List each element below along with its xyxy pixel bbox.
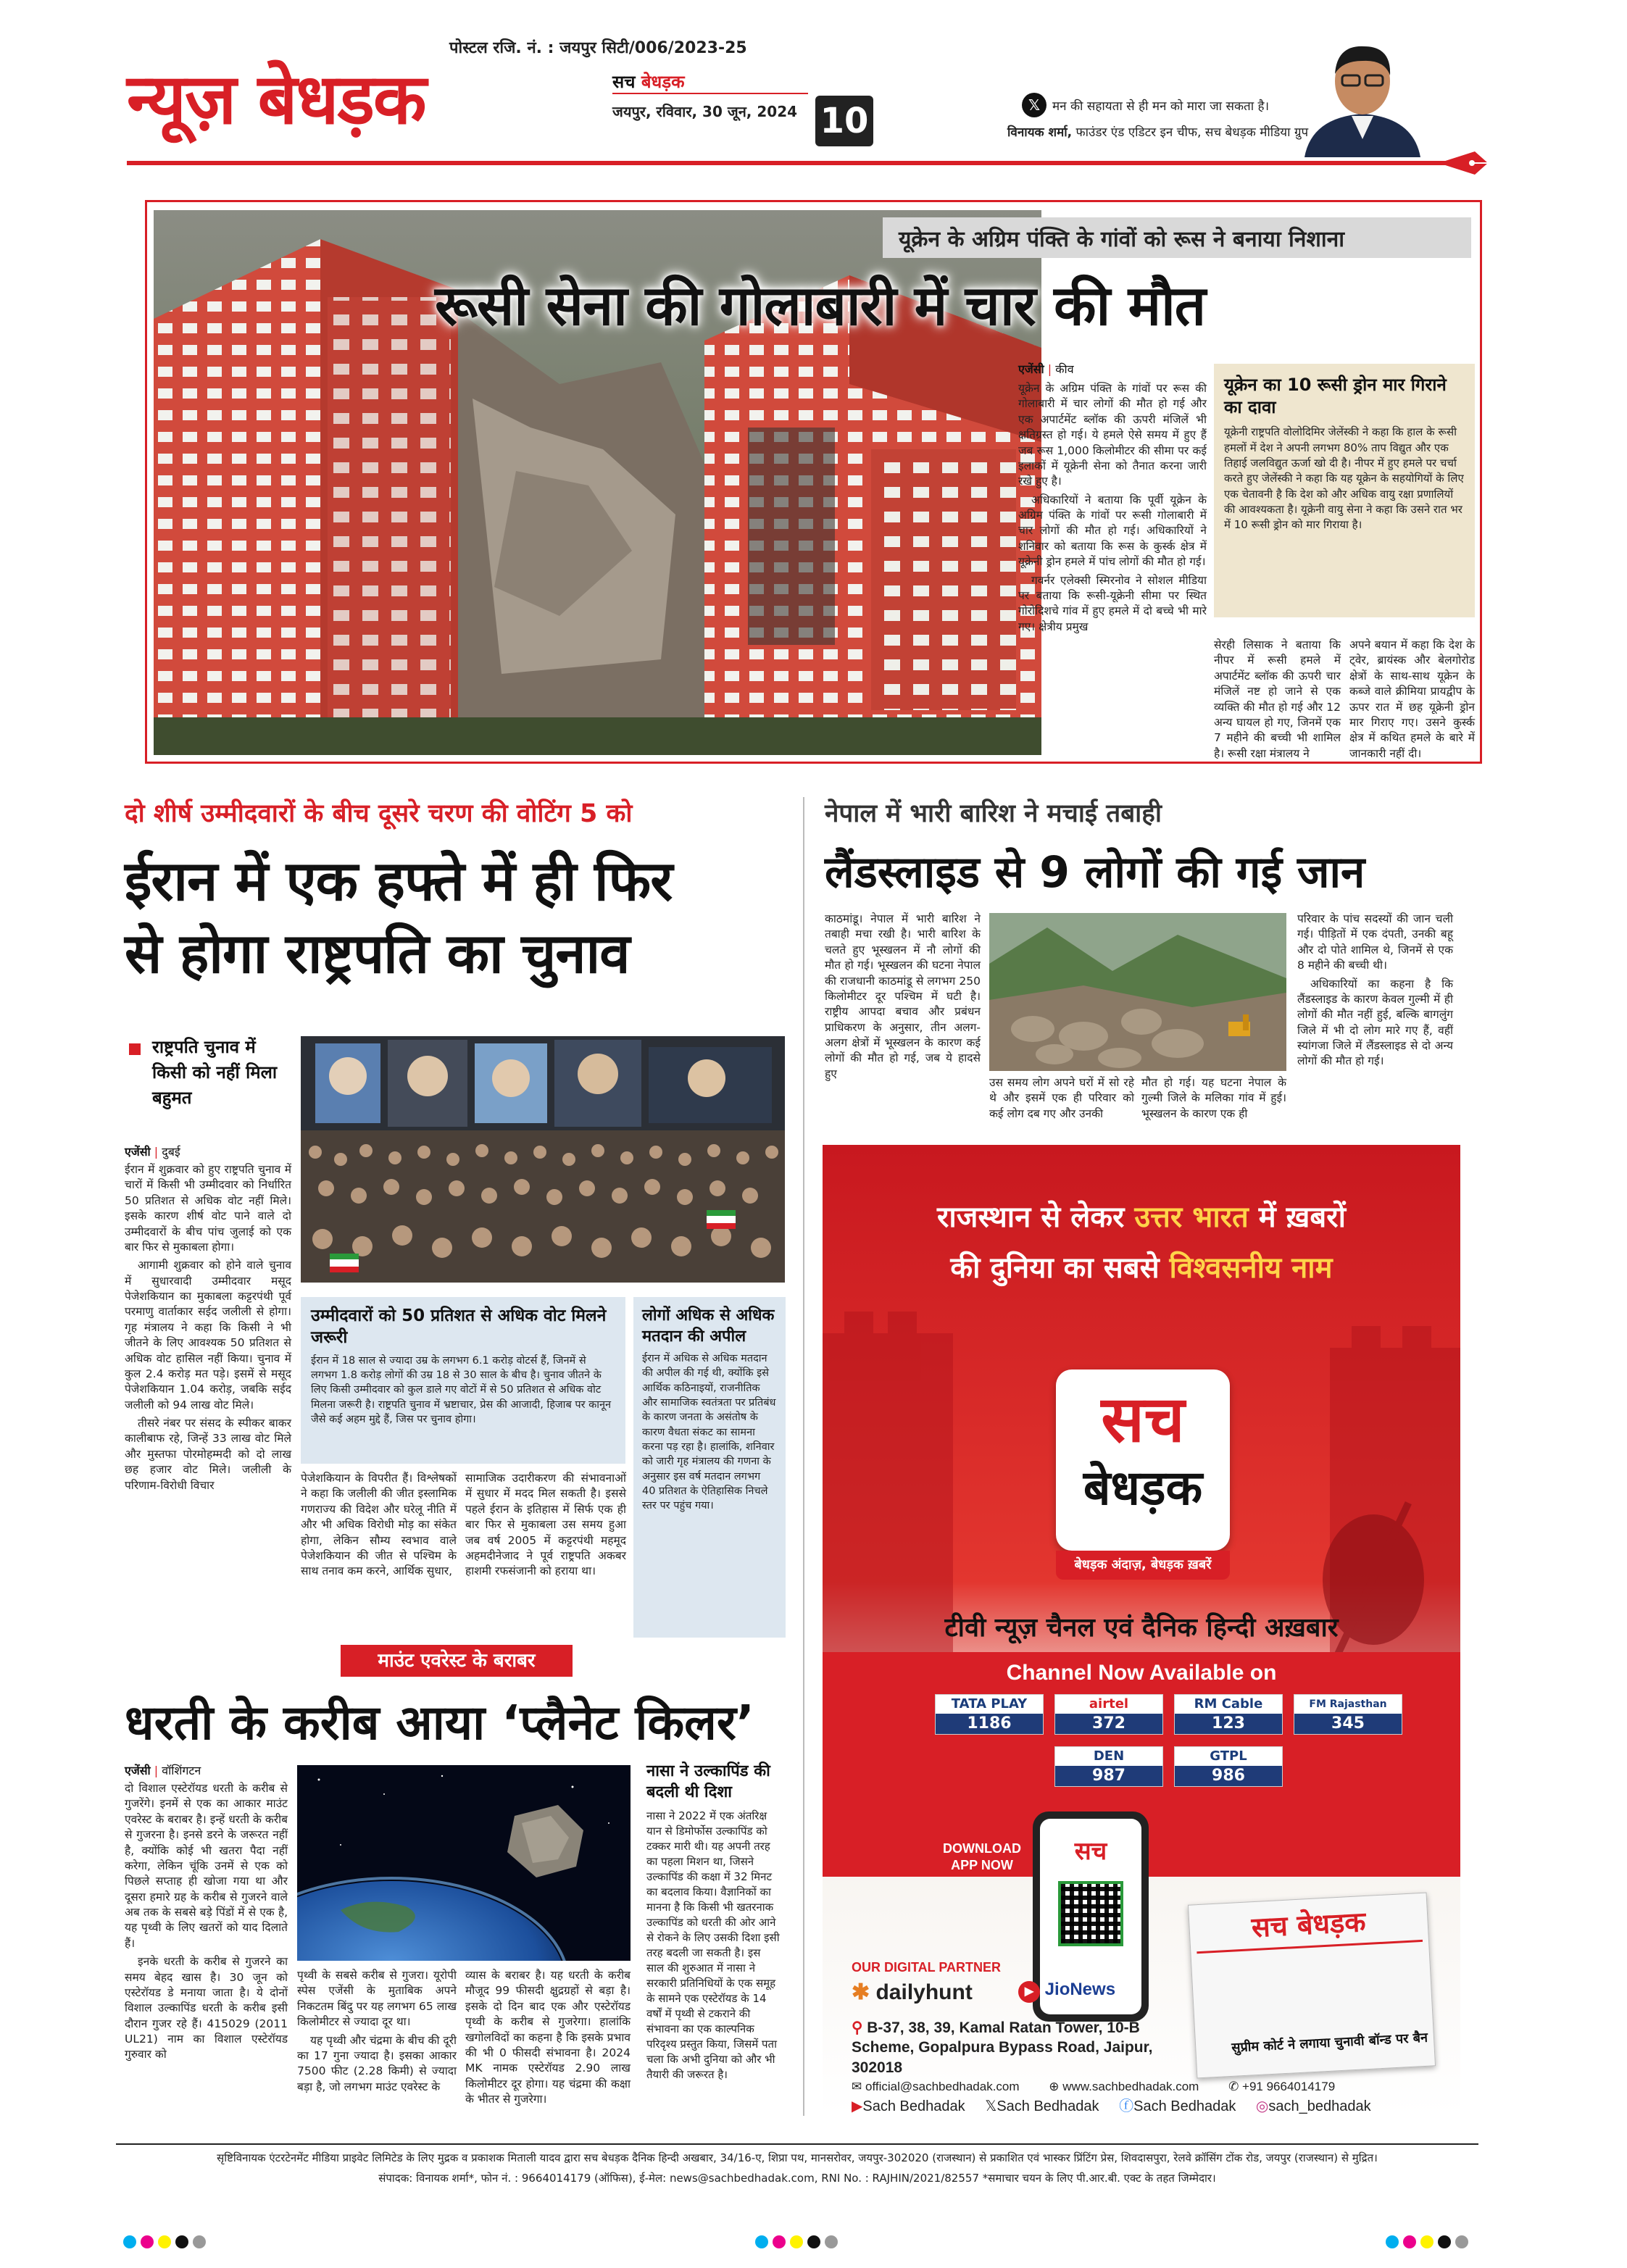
channel-name: TATA PLAY bbox=[951, 1696, 1028, 1712]
grey-dot bbox=[1455, 2235, 1468, 2248]
magenta-dot bbox=[1403, 2235, 1416, 2248]
channel-gtpl bbox=[1174, 1746, 1283, 1787]
ad-available: Channel Now Available on bbox=[1006, 1661, 1277, 1685]
channel-rm-cable bbox=[1174, 1694, 1283, 1735]
page-number: 10 bbox=[815, 96, 873, 146]
channel-number: 123 bbox=[1175, 1714, 1282, 1734]
nepal-col-3 bbox=[1141, 1075, 1286, 1125]
iran-subhead: राष्ट्रपति चुनाव में किसी को नहीं मिला बहुमत bbox=[152, 1037, 278, 1108]
channel-name: FM Rajasthan bbox=[1309, 1698, 1387, 1710]
ad-dailyhunt bbox=[852, 1980, 973, 2005]
footer-line-1: सृष्टिविनायक एंटरटेनमेंट मीडिया प्राइवेट लिमिटेड के लिए मुद्रक व प्रकाशक मिताली यादव द्वारा सच बेधड़क दैनिक हिन्दी अखबार, 34/16-ए, शिप्रा पथ, मानसरोवर, जयपुर-302020 (राजस्थान) से प्रकाशित एवं भास्कर प्रिंटिंग प्रेस, शिवदासपुरा, रेलवे क्रॉसिंग टोंक रोड, जयपुर (राजस्थान) से मुद्रित। bbox=[217, 2151, 1378, 2164]
channel-name: DEN bbox=[1093, 1748, 1125, 1764]
cyan-dot bbox=[755, 2235, 768, 2248]
ad-line-1-c: में ख़बरों bbox=[1258, 1201, 1346, 1234]
author-title: फाउंडर एंड एडिटर इन चीफ, सच बेधड़क मीडिया ग्रुप bbox=[1075, 125, 1309, 140]
ad-line-2-b: विश्वसनीय नाम bbox=[1169, 1251, 1333, 1285]
asteroid-para-1: दो विशाल एस्टेरॉयड धरती के करीब से गुजरेंगे। इनमें से एक का आकार माउंट एवरेस्ट के बराबर है। इन्हें धरती के करीब से गुजरना है। इनसे डरने के जरूरत नहीं है, क्योंकि कोई भी खतरा पैदा नहीं करेगा, लेकिन चूंकि उनमें से एक को पिछले सप्ताह ही खोजा गया था और दूसरा हमारे ग्रह के करीब से गुजरने वाले अब तक के सबसे बड़े पिंडों में से एक है, यह पृथ्वी के लिए खतरों को याद दिलाते हैं। bbox=[125, 1782, 288, 1950]
address-text: B-37, 38, 39, Kamal Ratan Tower, 10-B Scheme, Gopalpura Bypass Road, Jaipur, 302018 bbox=[852, 2019, 1153, 2076]
ad-jionews bbox=[1018, 1980, 1115, 2003]
paper-headline: सुप्रीम कोर्ट ने लगाया चुनावी बॉन्ड पर बैन bbox=[1231, 2030, 1428, 2056]
nepal-col-4 bbox=[1297, 912, 1453, 1072]
iran-box-1-title: उम्मीदवारों को 50 प्रतिशत से अधिक वोट मिलने जरूरी bbox=[311, 1306, 607, 1347]
asteroid-col-3 bbox=[465, 1968, 631, 2110]
channel-number: 372 bbox=[1055, 1714, 1162, 1734]
dateline-city: दुबई bbox=[162, 1145, 180, 1159]
x-label: Sach Bedhadak bbox=[996, 2098, 1099, 2114]
channel-number: 986 bbox=[1175, 1766, 1282, 1786]
web-text: www.sachbedhadak.com bbox=[1062, 2080, 1199, 2093]
cyan-dot bbox=[1386, 2235, 1399, 2248]
dateline-city: वॉशिंगटन bbox=[162, 1764, 201, 1777]
ad-channel-line: टीवी न्यूज़ चैनल एवं दैनिक हिन्दी अख़बार bbox=[944, 1613, 1339, 1643]
channel-airtel bbox=[1054, 1694, 1163, 1735]
paper-title: सच बेधड़क bbox=[1250, 1906, 1367, 1944]
grey-dot bbox=[825, 2235, 838, 2248]
iran-para-5: सामाजिक उदारीकरण की संभावनाओं में सुधार में मदद मिल सकती है। इससे पहले ईरान के इतिहास में सिर्फ एक ही बार फिर से मुकाबला उस समय हुआ जब वर्ष 2005 में कट्टरपंथी महमूद अहमदीनेजाद ने पूर्व राष्ट्रपति अकबर हाशमी रफसंजानी को हराया था। bbox=[465, 1472, 626, 1578]
dateline-city: कीव bbox=[1055, 362, 1074, 376]
nepal-photo bbox=[989, 913, 1286, 1071]
nepal-headline: लैंडस्लाइड से 9 लोगों की गई जान bbox=[825, 847, 1365, 898]
asteroid-para-4: यह पृथ्वी और चंद्रमा के बीच की दूरी का 17 गुना ज्यादा है। इसका आकार 7500 फीट (2.28 किमी) से ज्यादा बड़ा है, जो लगभग माउंट एवरेस्ट के bbox=[297, 2033, 457, 2093]
facebook-label: Sach Bedhadak bbox=[1133, 2098, 1236, 2114]
masthead-rule bbox=[127, 161, 1457, 165]
pen-nib-icon bbox=[1439, 149, 1489, 180]
registration-dots-left bbox=[123, 2235, 210, 2251]
channel-den bbox=[1054, 1746, 1163, 1787]
iran-col-3 bbox=[465, 1471, 626, 1583]
iran-headline-1: ईरान में एक हफ्ते में ही फिर bbox=[125, 849, 673, 913]
grey-dot bbox=[193, 2235, 206, 2248]
x-social-icon: 𝕏 bbox=[985, 2098, 997, 2114]
channel-name: GTPL bbox=[1210, 1748, 1247, 1764]
ad-address bbox=[852, 2018, 1192, 2077]
channel-fm bbox=[1294, 1694, 1402, 1735]
brand-small bbox=[612, 70, 685, 93]
jionews-label: JioNews bbox=[1044, 1980, 1116, 1999]
ad-line-1 bbox=[823, 1196, 1460, 1235]
ukraine-para-5: अपने बयान में कहा कि देश के ट्वेर, ब्रायंस्क और बेलगोरोड क्षेत्रों के साथ-साथ यूक्रेन के कब्जे वाले क्रीमिया प्रायद्वीप के ऊपर रात में छह यूक्रेनी ड्रोन मार गिराए गए। उसने कुर्स्क क्षेत्र में कथित हमले के बारे में जानकारी नहीं दी। bbox=[1349, 638, 1475, 760]
ad-social-row bbox=[852, 2094, 1460, 2115]
youtube-label: Sach Bedhadak bbox=[862, 2098, 965, 2114]
black-dot bbox=[175, 2235, 188, 2248]
dateline-agency: एजेंसी bbox=[1018, 362, 1044, 376]
nepal-kicker: नेपाल में भारी बारिश ने मचाई तबाही bbox=[825, 799, 1162, 828]
dateline-sep: | bbox=[154, 1145, 159, 1159]
asteroid-para-2: इनके धरती के करीब से गुजरने का समय बेहद खास है। 30 जून को एस्टेरॉयड डे मनाया जाता है। ये दोनों विशाल उल्कापिंड धरती के करीब इसी दौरान गुजर रहे हैं। 415029 (2011 UL21) नाम का विशाल एस्टेरॉयड गुरुवार को bbox=[125, 1955, 288, 2061]
author-name: विनायक शर्मा, bbox=[1007, 125, 1073, 140]
ad-line-2 bbox=[823, 1246, 1460, 1286]
x-icon: 𝕏 bbox=[1022, 93, 1046, 117]
magenta-dot bbox=[141, 2235, 154, 2248]
nepal-para-1: काठमांडू। नेपाल में भारी बारिश ने तबाही मचा रखी है। भारी बारिश के चलते हुए भूस्खलन में नौ लोगों की मौत हो गई। भूस्खलन की घटना नेपाल की राजधानी काठमांडू से लगभग 250 किलोमीटर दूर पश्चिम में घटी है। राष्ट्रीय आपदा बचाव और प्रबंधन प्राधिकरण के अनुसार, तीन अलग-अलग क्षेत्रों में भूस्खलन के कारण कई लोगों की मौत हो गई, जब ये हादसे हुए bbox=[825, 912, 981, 1080]
ad-contact-row bbox=[852, 2080, 1446, 2094]
iran-box-2-title: लोगों अधिक से अधिक मतदान की अपील bbox=[642, 1306, 775, 1346]
yellow-dot bbox=[158, 2235, 171, 2248]
ad-download: DOWNLOAD APP NOW bbox=[943, 1841, 1021, 1873]
ukraine-col-1 bbox=[1018, 381, 1207, 638]
black-dot bbox=[807, 2235, 820, 2248]
asteroid-sidebox-title: नासा ने उल्कापिंड की बदली थी दिशा bbox=[646, 1762, 770, 1802]
ad-partner: OUR DIGITAL PARTNER bbox=[852, 1960, 1001, 1975]
nepal-col-1 bbox=[825, 912, 981, 1085]
asteroid-col-2 bbox=[297, 1968, 457, 2098]
black-dot bbox=[1438, 2235, 1451, 2248]
asteroid-col-1 bbox=[125, 1781, 288, 2066]
nepal-col-2 bbox=[989, 1075, 1134, 1125]
ukraine-headline: रूसी सेना की गोलाबारी में चार की मौत bbox=[435, 273, 1206, 338]
iran-kicker: दो शीर्ष उम्मीदवारों के बीच दूसरे चरण की वोटिंग 5 को bbox=[125, 799, 633, 828]
ukraine-col-2 bbox=[1214, 638, 1341, 764]
instagram-label: sach_bedhadak bbox=[1268, 2098, 1371, 2114]
asteroid-headline: धरती के करीब आया ‘प्लैनेट किलर’ bbox=[125, 1695, 754, 1751]
nepal-para-4: परिवार के पांच सदस्यों की जान चली गई। पीड़ितों में एक दंपती, उनकी बहू और दो पोते शामिल थे, जिनमें से एक 8 महीने की बच्ची थी। bbox=[1297, 912, 1453, 972]
ukraine-dateline bbox=[1018, 361, 1074, 377]
asteroid-tag: माउंट एवरेस्ट के बराबर bbox=[341, 1645, 573, 1677]
ukraine-col-3 bbox=[1349, 638, 1475, 764]
column-divider bbox=[803, 797, 804, 2116]
ad-line-1-a: राजस्थान से लेकर bbox=[937, 1201, 1125, 1234]
ad-newspaper-mockup bbox=[1188, 1893, 1436, 2079]
phone-text: +91 9664014179 bbox=[1242, 2080, 1336, 2093]
channel-name: airtel bbox=[1089, 1696, 1129, 1712]
channel-number: 345 bbox=[1294, 1714, 1402, 1734]
phone-logo: सच bbox=[1074, 1837, 1107, 1866]
asteroid-para-5: व्यास के बराबर है। यह धरती के करीब मौजूद 99 फीसदी क्षुद्रग्रहों से बड़ा है। इसके दो दिन बाद एक और एस्टेरॉयड पृथ्वी के करीब से गुजरेगा। हालांकि खगोलविदों का कहना है कि इसके प्रभाव की भी 0 फीसदी संभावना है। 2024 MK नामक एस्टेरॉयड 2.90 लाख किलोमीटर दूर होगा। यह चंद्रमा की कक्षा के भीतर से गुजरेगा। bbox=[465, 1969, 631, 2106]
author-line bbox=[1007, 123, 1308, 140]
dailyhunt-icon: ✱ bbox=[852, 1980, 870, 2004]
iran-subhead-bullet bbox=[129, 1043, 141, 1055]
iran-para-4: पेजेशकियान के विपरीत हैं। विश्लेषकों ने कहा कि जलीली की जीत इस्लामिक गणराज्य की विदेश और घरेलू नीति में और भी अधिक विरोधी मोड़ का संकेत होगा, लेकिन सौम्य स्वभाव वाले पेजेशकियान की जीत से पश्चिम के साथ तनाव कम करने, आर्थिक सुधार, bbox=[301, 1472, 457, 1578]
channel-tata-play bbox=[935, 1694, 1044, 1735]
dateline-sep: | bbox=[1047, 362, 1052, 376]
iran-photo bbox=[301, 1036, 785, 1283]
ukraine-sidebox-text: यूक्रेनी राष्ट्रपति वोलोदिमिर जेलेंस्की ने कहा कि हाल के रूसी हमलों में देश ने अपनी लगभग 80% ताप विद्युत और एक तिहाई जलविद्युत ऊर्जा खो दी है। नीपर में हुए हमले पर चर्चा करते हुए जेलेंस्की ने कहा कि यह यूक्रेन के सहयोगियों के लिए एक चेतावनी है कि देश को और अधिक वायु रक्षा प्रणालियों की आवश्यकता है। यूक्रेनी वायु सेना ने कहा कि उसने रात भर में 10 रूसी ड्रोन को मार गिराया है। bbox=[1224, 425, 1464, 532]
postal-registration: पोस्टल रजि. नं. : जयपुर सिटी/006/2023-25 bbox=[449, 39, 747, 57]
registration-dots-right bbox=[1386, 2235, 1473, 2251]
ukraine-para-4: सेरही लिसाक ने बताया कि नीपर में रूसी हमले में अपार्टमेंट ब्लॉक की ऊपरी चार मंजिलें नष्ट हो जाने से एक व्यक्ति की मौत हो गई और 12 अन्य घायल हो गए, जिनमें एक 7 महीने की बच्ची भी शामिल है। रूसी रक्षा मंत्रालय ने bbox=[1214, 638, 1341, 760]
web-icon: ⊕ bbox=[1049, 2080, 1060, 2093]
yellow-dot bbox=[790, 2235, 803, 2248]
iran-para-3: तीसरे नंबर पर संसद के स्पीकर बाकर कालीबाफ रहे, जिन्हें 33 लाख वोट मिले और मुस्तफा पोरमोहम्मदी को दो लाख छह हजार वोट मिले। जलीली के परिणाम-विरोधी विचार bbox=[125, 1417, 291, 1492]
nepal-para-3: मौत हो गई। यह घटना नेपाल के गुल्मी जिले के मलिका गांव में हुई। भूस्खलन के कारण एक ही bbox=[1141, 1076, 1286, 1120]
instagram-icon: ◎ bbox=[1255, 2098, 1269, 2114]
dateline-agency: एजेंसी bbox=[125, 1145, 151, 1159]
brand-small-b: बेधड़क bbox=[641, 72, 685, 92]
brand-small-a: सच bbox=[612, 72, 636, 92]
iran-col-2 bbox=[301, 1471, 457, 1583]
channel-number: 987 bbox=[1055, 1766, 1162, 1786]
iran-box-1-text: ईरान में 18 साल से ज्यादा उम्र के लगभग 6.1 करोड़ वोटर्स हैं, जिनमें से लगभग 1.8 करोड़ लोगों की उम्र 18 से 30 साल के बीच है। चुनाव जीतने के लिए किसी उम्मीदवार को कुल डाले गए वोटों में से 50 प्रतिशत से अधिक वोट मिलना जरूरी है। राष्ट्रपति चुनाव में भ्रष्टाचार, प्रेस की आजादी, हिजाब पर कानून जैसे कई अहम मुद्दे हैं, जिस पर चुनाव होगा। bbox=[311, 1354, 612, 1425]
asteroid-photo bbox=[297, 1765, 631, 1961]
yellow-dot bbox=[1420, 2235, 1433, 2248]
iran-para-1: ईरान में शुक्रवार को हुए राष्ट्रपति चुनाव में चारों में किसी भी उम्मीदवार को निर्धारित 50 प्रतिशत से अधिक वोट नहीं मिले। इसके कारण शीर्ष वोट पाने वाले दो उम्मीदवारों के बीच पांच जुलाई को एक बार फिर से मुकाबला होगा। bbox=[125, 1163, 291, 1254]
iran-para-2: आगामी शुक्रवार को होने वाले चुनाव में सुधारवादी उम्मीदवार मसूद पेजेशकियान का मुकाबला कट्टरपंथी पूर्व परमाणु वार्ताकार सईद जलीली से होगा। गृह मंत्रालय ने कहा कि किसी ने भी जीतने के लिए आवश्यक 50 प्रतिशत से अधिक वोट हासिल नहीं किया। चुनाव में कुल 2.4 करोड़ मत पड़े। इसमें से मसूद पेजेशकियान 1.04 करोड़, जबकि सईद जलीली को 94 लाख वोट मिले। bbox=[125, 1259, 291, 1412]
ad-logo bbox=[1056, 1369, 1230, 1551]
email-text: official@sachbedhadak.com bbox=[865, 2080, 1020, 2093]
iran-box-2-text: ईरान में अधिक से अधिक मतदान की अपील की गई थी, क्योंकि इसे आर्थिक कठिनाइयों, राजनीतिक और सामाजिक स्वतंत्रता पर प्रतिबंध के कारण जनता के असंतोष के कारण वैधता संकट का सामना करना पड़ रहा है। हालांकि, शनिवार को जारी गृह मंत्रालय की गणना के अनुसार इस वर्ष मतदान लगभग 40 प्रतिशत के ऐतिहासिक निचले स्तर पर पहुंच गया। bbox=[642, 1353, 776, 1512]
ad-tagline: बेधड़क अंदाज़, बेधड़क ख़बरें bbox=[1056, 1551, 1230, 1580]
ukraine-para-2: अधिकारियों ने बताया कि पूर्वी यूक्रेन के अग्रिम पंक्ति के गांवों पर रूसी गोलाबारी में चार लोगों की मौत हो गई। अधिकारियों ने शनिवार को बताया कि रूस के कुर्स्क क्षेत्र में यूक्रेनी ड्रोन हमले में पांच लोगों की मौत हो गई। bbox=[1018, 493, 1207, 569]
qr-icon bbox=[1058, 1881, 1123, 1946]
footer-line-2: संपादक: विनायक शर्मा*, फोन नं. : 9664014179 (ऑफिस), ई-मेल: news@sachbedhadak.com, RNI No. : RAJHIN/2021/82557 *समाचार चयन के लिए पी.आर.बी. एक्ट के तहत जिम्मेदार। bbox=[378, 2172, 1216, 2185]
ad-line-1-b: उत्तर भारत bbox=[1134, 1201, 1249, 1234]
ukraine-sidebox-title: यूक्रेन का 10 रूसी ड्रोन मार गिराने का दावा bbox=[1224, 375, 1447, 418]
dateline: जयपुर, रविवार, 30 जून, 2024 bbox=[612, 103, 798, 120]
iran-col-1 bbox=[125, 1162, 291, 1496]
author-photo bbox=[1297, 30, 1428, 157]
cyan-dot bbox=[123, 2235, 136, 2248]
dateline-sep: | bbox=[154, 1764, 159, 1777]
magenta-dot bbox=[773, 2235, 786, 2248]
iran-headline-2: से होगा राष्ट्रपति का चुनाव bbox=[125, 921, 630, 985]
asteroid-sidebox bbox=[641, 1756, 786, 2126]
facebook-icon: ⓕ bbox=[1119, 2098, 1134, 2114]
jionews-icon: ▶ bbox=[1018, 1981, 1040, 2003]
ukraine-para-3: गवर्नर एलेक्सी स्मिरनोव ने सोशल मीडिया पर बताया कि रूसी-यूक्रेनी सीमा पर स्थित गोरोदिशचे गांव में हुए हमले में दो बच्चे भी मारे गए। क्षेत्रीय प्रमुख bbox=[1018, 573, 1207, 633]
ad-line-2-a: की दुनिया का सबसे bbox=[950, 1251, 1160, 1285]
ukraine-para-1: यूक्रेन के अग्रिम पंक्ति के गांवों पर रूस की गोलाबारी में चार लोगों की मौत हो गई और एक अपार्टमेंट ब्लॉक की ऊपरी मंजिलें भी क्षतिग्रस्त हो गई। ये हमले ऐसे समय में हुए हैं जब रूस 1,000 किलोमीटर की सीमा पर कई इलाकों में यूक्रेनी सेना को तैनात करना जारी रखे हुए है। bbox=[1018, 382, 1207, 488]
mail-icon: ✉ bbox=[852, 2080, 862, 2093]
registration-dots-center bbox=[755, 2235, 842, 2251]
ad-logo-bottom: बेधड़क bbox=[1083, 1460, 1203, 1516]
location-icon: ⚲ bbox=[852, 2019, 863, 2036]
ukraine-sidebox bbox=[1214, 364, 1475, 617]
nepal-para-5: अधिकारियों का कहना है कि लैंडस्लाइड के कारण केवल गुल्मी में ही लोगों की मौत नहीं हुई, बल्कि बागलुंग जिले में भी दो लोग मारे गए हैं, वहीं स्यांगजा जिले में लैंडस्लाइड से दो अन्य लोगों की मौत हो गई। bbox=[1297, 977, 1453, 1068]
dailyhunt-label: dailyhunt bbox=[875, 1980, 973, 2004]
iran-box-1 bbox=[301, 1297, 625, 1464]
ad-logo-top: सच bbox=[1101, 1382, 1185, 1456]
asteroid-sidebox-text: नासा ने 2022 में एक अंतरिक्ष यान से डिमोर्फोस उल्कापिंड को टक्कर मारी थी। यह अपनी तरह का पहला मिशन था, जिसने उल्कापिंड की कक्षा में 32 मिनट का बदलाव किया। वैज्ञानिकों का मानना है कि किसी भी खतरनाक उल्कापिंड को धरती की ओर आने से रोकने के लिए उसकी दिशा इसी तरह बदली जा सकती है। इस साल की शुरुआत में नासा ने सरकारी प्रतिनिधियों के एक समूह के सामने एक एस्टेरॉयड के 14 वर्षों में पृथ्वी से टकराने की संभावना का एक काल्पनिक परिदृश्य प्रस्तुत किया, जिसमें पता चला कि अभी दुनिया को और भी तैयारी की जरूरत है। bbox=[646, 1809, 780, 2082]
phone-icon: ✆ bbox=[1228, 2080, 1239, 2093]
iran-dateline bbox=[125, 1143, 180, 1159]
dateline-agency: एजेंसी bbox=[125, 1764, 151, 1777]
channel-name: RM Cable bbox=[1194, 1696, 1263, 1712]
channel-number: 1186 bbox=[936, 1714, 1043, 1734]
nepal-para-2: उस समय लोग अपने घरों में सो रहे थे और इसमें एक ही परिवार को कई लोग दब गए और उनकी bbox=[989, 1076, 1134, 1120]
ukraine-kicker-text: यूक्रेन के अग्रिम पंक्ति के गांवों को रूस ने बनाया निशाना bbox=[899, 227, 1345, 252]
footer-rule bbox=[116, 2143, 1478, 2145]
asteroid-dateline bbox=[125, 1762, 201, 1778]
ad-panel bbox=[823, 1145, 1460, 2116]
iran-box-2 bbox=[633, 1297, 786, 1638]
youtube-icon: ▶ bbox=[852, 2098, 863, 2114]
asteroid-para-3: पृथ्वी के सबसे करीब से गुजरा। यूरोपी स्पेस एजेंसी के मुताबिक अपने निकटतम बिंदु पर यह लगभग 65 लाख किलोमीटर से ज्यादा दूर था। bbox=[297, 1969, 457, 2029]
masthead-logo: न्यूज़ बेधड़क bbox=[127, 59, 425, 140]
quote-text: मन की सहायता से ही मन को मारा जा सकता है। bbox=[1052, 99, 1270, 114]
